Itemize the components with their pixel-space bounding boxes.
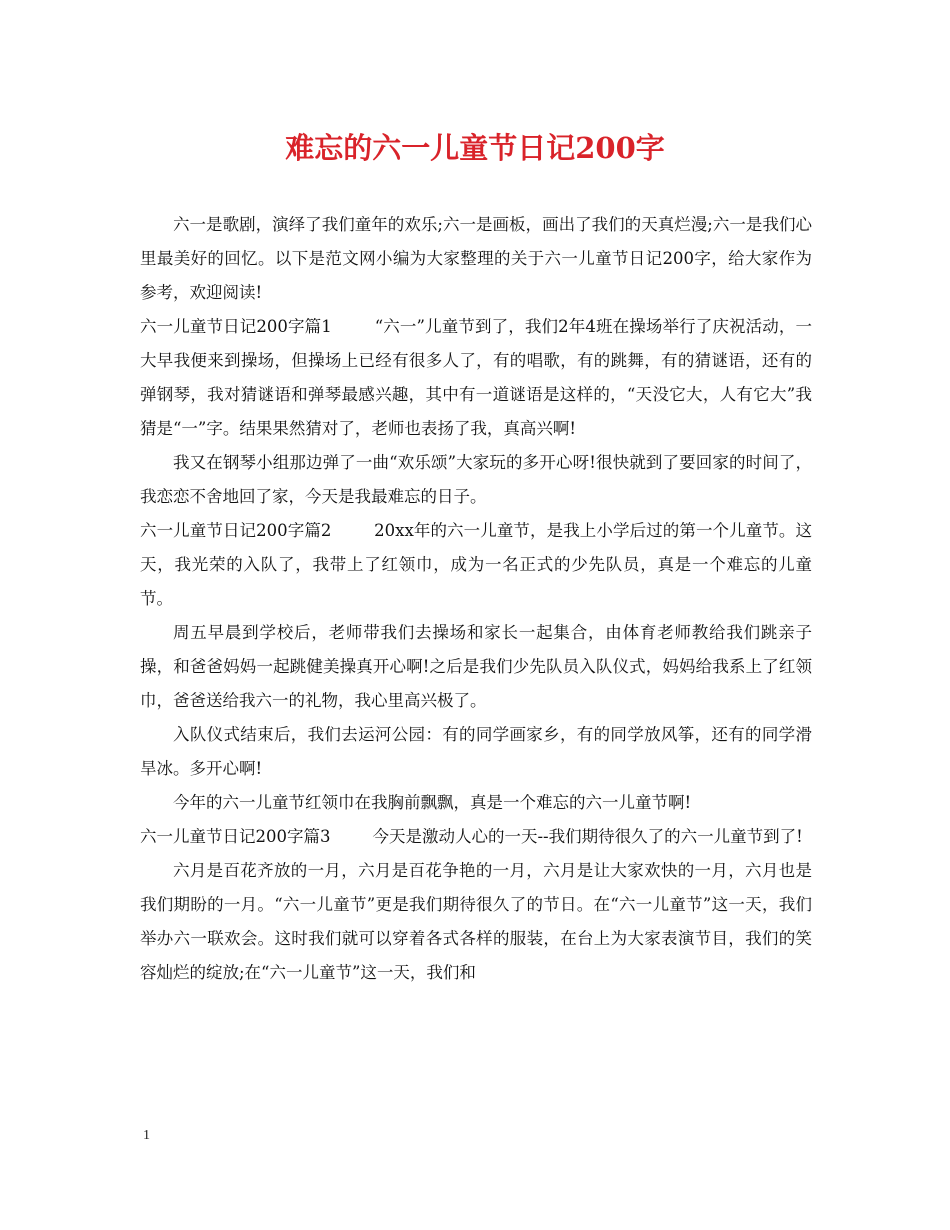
paragraph-text: 20xx年的六一儿童节，是我上小学后过的第一个儿童节。这天，我光荣的入队了，我带上了红领巾，成为一名正式的少先队员，真是一个难忘的儿童节。	[140, 521, 813, 608]
section-heading: 六一儿童节日记200字篇2	[140, 521, 332, 540]
paragraph-text: 周五早晨到学校后，老师带我们去操场和家长一起集合，由体育老师教给我们跳亲子操，和爸爸妈妈一起跳健美操真开心啊!之后是我们少先队员入队仪式，妈妈给我系上了红领巾，爸爸送给我六一的礼物，我心里高兴极了。	[140, 623, 812, 710]
paragraph-diary-1	[140, 310, 812, 446]
section-heading: 六一儿童节日记200字篇1	[140, 317, 332, 336]
document-title: 难忘的六一儿童节日记200字	[285, 131, 665, 165]
paragraph-diary-3-part-2	[140, 854, 812, 990]
paragraph-diary-1-continued	[140, 446, 812, 514]
document-body	[140, 208, 812, 990]
paragraph-diary-2-part-3	[140, 718, 812, 786]
paragraph-intro	[140, 208, 812, 310]
paragraph-text: 入队仪式结束后，我们去运河公园：有的同学画家乡，有的同学放风筝，还有的同学滑旱冰。多开心啊!	[140, 725, 812, 778]
paragraph-diary-2-part-2	[140, 616, 812, 718]
paragraph-diary-2-part-4	[140, 786, 812, 820]
paragraph-text: 今天是激动人心的一天--我们期待很久了的六一儿童节到了!	[372, 827, 803, 846]
paragraph-diary-3	[140, 820, 812, 854]
page-number: 1	[143, 1128, 150, 1143]
paragraph-text: “六一”儿童节到了，我们2年4班在操场举行了庆祝活动，一大早我便来到操场，但操场上已经有很多人了，有的唱歌，有的跳舞，有的猜谜语，还有的弹钢琴，我对猜谜语和弹琴最感兴趣，其中有一道谜语是这样的，“天没它大，人有它大”我猜是“一”字。结果果然猜对了，老师也表扬了我，真高兴啊!	[140, 317, 812, 438]
section-heading: 六一儿童节日记200字篇3	[140, 827, 331, 846]
paragraph-text: 今年的六一儿童节红领巾在我胸前飘飘，真是一个难忘的六一儿童节啊!	[173, 793, 692, 812]
paragraph-text: 六一是歌剧，演绎了我们童年的欢乐;六一是画板，画出了我们的天真烂漫;六一是我们心里最美好的回忆。以下是范文网小编为大家整理的关于六一儿童节日记200字，给大家作为参考，欢迎阅读!	[140, 215, 812, 302]
paragraph-text: 我又在钢琴小组那边弹了一曲“欢乐颂”大家玩的多开心呀!很快就到了要回家的时间了，我恋恋不舍地回了家，今天是我最难忘的日子。	[140, 453, 812, 506]
paragraph-text: 六月是百花齐放的一月，六月是百花争艳的一月，六月是让大家欢快的一月，六月也是我们期盼的一月。“六一儿童节”更是我们期待很久了的节日。在“六一儿童节”这一天，我们举办六一联欢会。这时我们就可以穿着各式各样的服装，在台上为大家表演节目，我们的笑容灿烂的绽放;在“六一儿童节”这一天，我们和	[140, 861, 812, 982]
paragraph-diary-2	[140, 514, 812, 616]
